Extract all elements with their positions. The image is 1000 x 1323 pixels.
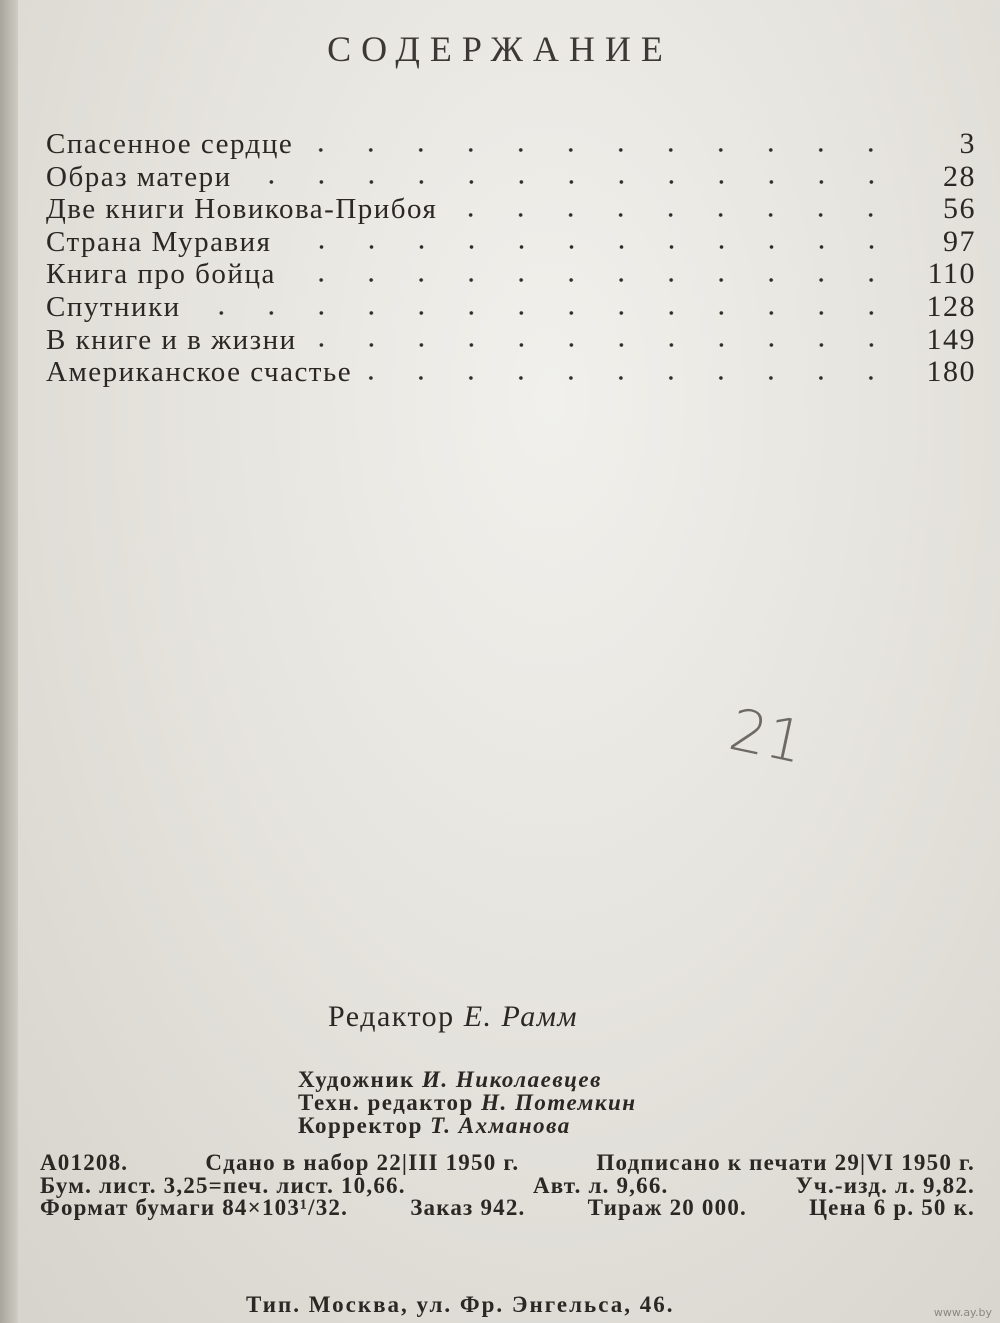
imprint-field: Подписано к печати 29|VI 1950 г. xyxy=(596,1150,975,1175)
editor-credit xyxy=(328,1000,578,1034)
toc-entry-title: Спасенное сердце xyxy=(46,128,294,160)
handwritten-pencil-note: 21 xyxy=(723,695,811,777)
imprint-field: Формат бумаги 84×103¹/32. xyxy=(40,1195,349,1220)
imprint-line xyxy=(40,1152,975,1175)
contents-heading: СОДЕРЖАНИЕ xyxy=(327,29,673,69)
imprint-field: Сдано в набор 22|III 1950 г. xyxy=(205,1150,520,1175)
toc-entry xyxy=(46,193,976,226)
editor-role: Редактор xyxy=(328,1000,455,1033)
toc-entry-title: Спутники xyxy=(46,290,181,323)
imprint-field: Тираж 20 000. xyxy=(587,1195,747,1220)
toc-leader-dots xyxy=(445,212,896,218)
staff-role: Корректор xyxy=(298,1113,423,1138)
toc-leader-dots xyxy=(301,147,896,153)
toc-leader-dots xyxy=(280,244,897,250)
staff-credits xyxy=(298,1068,637,1137)
toc-entry-title: Две книги Новикова-Прибоя xyxy=(46,193,438,226)
toc-entry xyxy=(46,226,976,259)
imprint-field: Авт. л. 9,66. xyxy=(532,1172,669,1198)
imprint-line xyxy=(40,1172,975,1198)
toc-leader-dots xyxy=(305,342,896,348)
toc-entry xyxy=(46,356,976,389)
staff-name: Н. Потемкин xyxy=(481,1090,637,1115)
staff-credit xyxy=(298,1114,637,1137)
editor-name: Е. Рамм xyxy=(463,1000,578,1033)
toc-leader-dots xyxy=(284,277,896,283)
toc-entry xyxy=(46,128,976,161)
imprint-field: Бум. лист. 3,25=печ. лист. 10,66. xyxy=(40,1172,406,1198)
printer-address: Тип. Москва, ул. Фр. Энгельса, 46. xyxy=(246,1292,675,1317)
toc-entry-page: 128 xyxy=(926,289,976,323)
toc-leader-dots xyxy=(240,179,896,185)
toc-entry xyxy=(46,161,976,194)
imprint-field: Заказ 942. xyxy=(410,1195,526,1220)
toc-entry-page: 3 xyxy=(959,127,976,160)
imprint-field: Цена 6 р. 50 к. xyxy=(809,1195,975,1220)
toc-entry xyxy=(46,291,976,324)
staff-name: Т. Ахманова xyxy=(430,1113,571,1138)
toc-entry-title: Страна Муравия xyxy=(46,225,272,258)
site-watermark: www.ay.by xyxy=(933,1306,992,1319)
table-of-contents xyxy=(46,128,976,389)
toc-leader-dots xyxy=(189,310,896,316)
toc-entry-page: 110 xyxy=(927,257,976,291)
toc-entry-title: Американское счастье xyxy=(46,356,353,389)
toc-entry xyxy=(46,324,976,357)
toc-entry-page: 97 xyxy=(943,224,976,258)
toc-entry-title: Книга про бойца xyxy=(46,258,276,291)
toc-entry-title: Образ матери xyxy=(46,160,232,193)
toc-entry-page: 149 xyxy=(926,322,976,356)
staff-role: Техн. редактор xyxy=(298,1090,474,1115)
toc-entry-page: 28 xyxy=(943,159,976,193)
publication-imprint xyxy=(40,1152,975,1220)
imprint-field: Уч.-изд. л. 9,82. xyxy=(795,1172,975,1198)
toc-entry-page: 180 xyxy=(926,355,976,389)
page-fold-shadow xyxy=(0,0,18,1323)
toc-entry-page: 56 xyxy=(943,192,976,226)
imprint-line xyxy=(40,1197,975,1220)
toc-entry xyxy=(46,258,976,291)
staff-role: Художник xyxy=(298,1067,415,1092)
staff-credit xyxy=(298,1068,637,1091)
toc-leader-dots xyxy=(360,375,896,381)
staff-name: И. Николаевцев xyxy=(422,1067,602,1092)
staff-credit xyxy=(298,1091,637,1114)
imprint-field: А01208. xyxy=(40,1150,129,1175)
toc-entry-title: В книге и в жизни xyxy=(46,323,297,356)
